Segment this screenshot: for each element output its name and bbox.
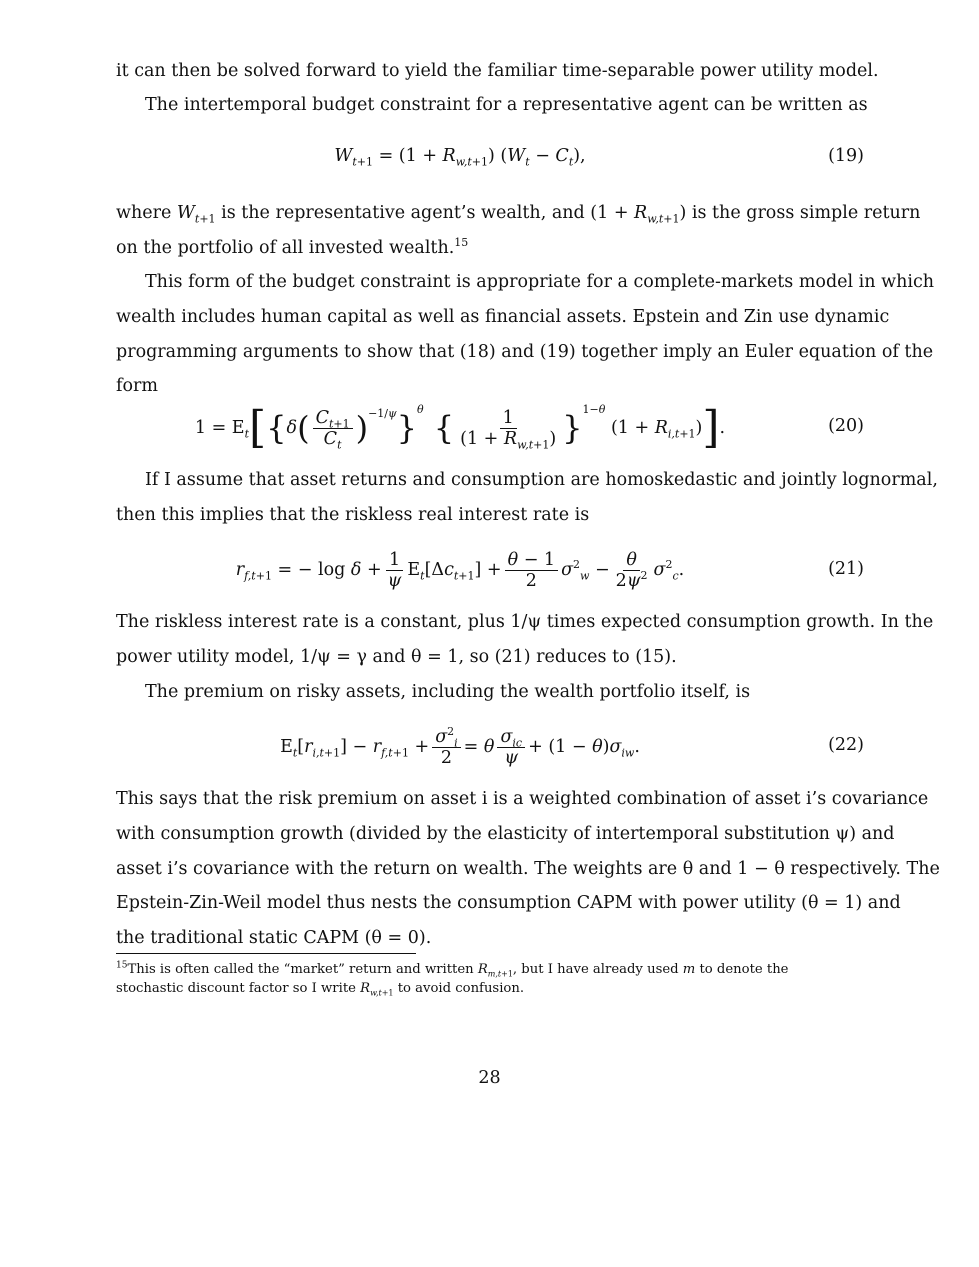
- body-text-line: power utility model, 1/ψ = γ and θ = 1, so (21) reduces to (15).: [116, 647, 677, 667]
- body-text-line: it can then be solved forward to yield the familiar time-separable power utility model.: [116, 61, 879, 81]
- body-text-line: The premium on risky assets, including the wealth portfolio itself, is: [145, 682, 751, 702]
- equation-20: $1 = E_t$ [ { δ ( $\frac{C_{t+1}}{C_t}$ ) $^{-1/\psi}$ } $^\theta$ { $\frac{1}{(1 + R_{w,t+1})}$ } $^{1-\theta}$ $(1 + R_{i,t+1})$ ] . (20): [194, 402, 864, 453]
- equation-number: (19): [828, 146, 864, 166]
- body-text-line: the traditional static CAPM (θ = 0).: [116, 928, 432, 948]
- footnote-marker: 15: [454, 236, 469, 250]
- body-text-line: programming arguments to show that (18) and (19) together imply an Euler equation of the: [116, 342, 934, 362]
- body-text-line: with consumption growth (divided by the elasticity of intertemporal substitution ψ) and: [116, 824, 895, 844]
- body-text-line: where $W_{t+1}$ is the representative agent’s wealth, and $(1 + R_{w,t+1})$ is the gross simple return: [116, 203, 921, 226]
- equation-number: (21): [828, 559, 864, 579]
- body-text-line: on the portfolio of all invested wealth.$^{15}$: [116, 236, 469, 258]
- body-text-line: The riskless interest rate is a constant, plus 1/ψ times expected consumption growth. In the: [116, 612, 934, 632]
- body-text-line: asset i’s covariance with the return on wealth. The weights are θ and 1 − θ respectively. The: [116, 859, 940, 879]
- body-text-line: The intertemporal budget constraint for a representative agent can be written as: [145, 95, 868, 115]
- body-text-line: wealth includes human capital as well as financial assets. Epstein and Zin use dynamic: [116, 307, 890, 327]
- equation-number: (22): [828, 735, 864, 755]
- equation-22: $E_t[r_{i,t+1}] - r_{f,t+1}$ + $\frac{\sigma^2_i}{2}$ = θ $\frac{\sigma_{ic}}{\psi}$ + $(1 - \theta)\sigma_{iw}$. (22): [280, 724, 864, 768]
- equation-19: $W_{t+1} = (1 + R_{w,t+1}) (W_t - C_t)$, (19): [334, 146, 864, 169]
- footnote-line: stochastic discount factor so I write $R_{w,t+1}$ to avoid confusion.: [116, 981, 525, 998]
- body-text-line: This form of the budget constraint is appropriate for a complete-markets model in which: [145, 272, 935, 292]
- body-text-line: then this implies that the riskless real interest rate is: [116, 505, 590, 525]
- page-number: 28: [478, 1068, 501, 1088]
- equation-number: (20): [828, 416, 864, 436]
- footnote-line: $^{15}$This is often called the “market” return and written $R_{m,t+1}$, but I have already used m to denote the: [116, 960, 789, 979]
- body-text-line: If I assume that asset returns and consumption are homoskedastic and jointly lognormal,: [145, 470, 938, 490]
- body-text-line: form: [116, 376, 158, 396]
- footnote-rule: [116, 953, 416, 954]
- body-text-line: Epstein-Zin-Weil model thus nests the consumption CAPM with power utility (θ = 1) and: [116, 893, 901, 913]
- equation-21: $r_{f,t+1}$ = − log δ + $\frac{1}{\psi}$ $E_t[\Delta c_{t+1}]$ + $\frac{\theta - 1}{2}$ $\sigma^2_w$ − $\frac{\theta}{2\psi^2}$ $\sigma^2_c$. (21): [235, 549, 864, 591]
- body-text-line: This says that the risk premium on asset i is a weighted combination of asset i’s covariance: [116, 789, 929, 809]
